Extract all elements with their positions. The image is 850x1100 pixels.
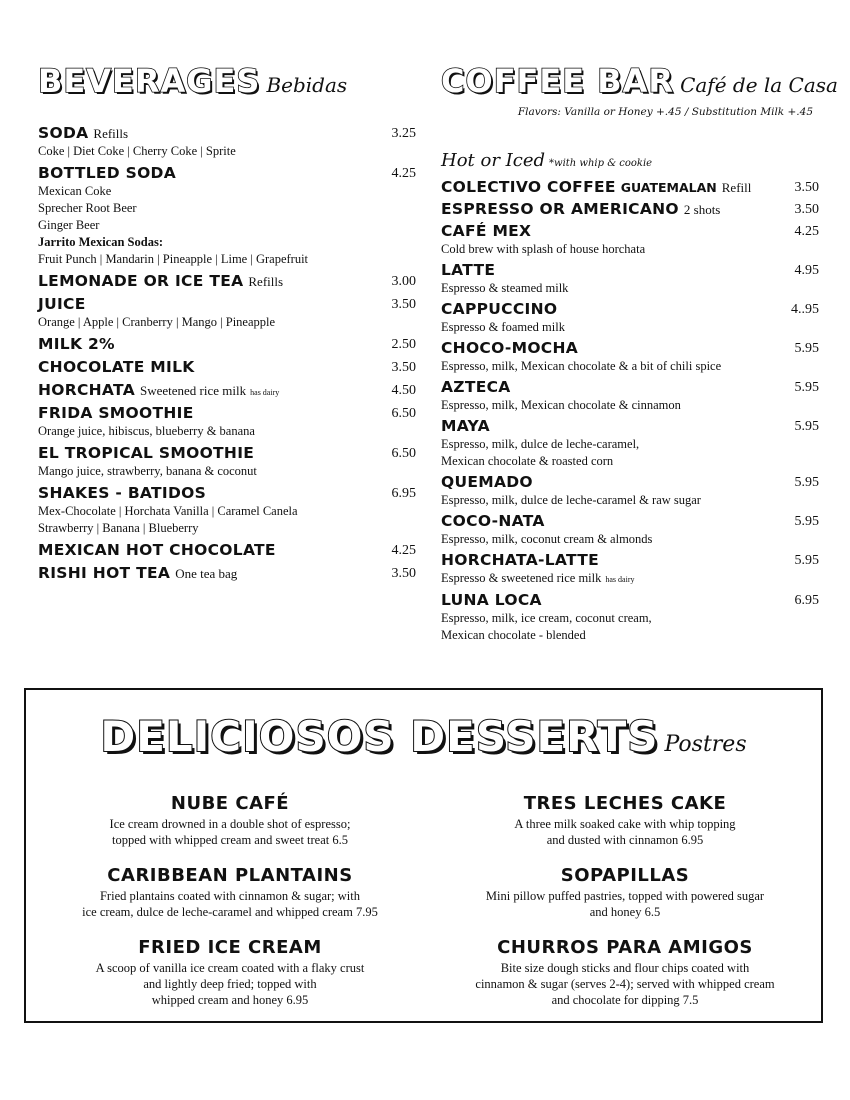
menu-item xyxy=(441,200,819,219)
item-price: 5.95 xyxy=(794,341,819,356)
coffee-subtitle: Café de la Casa xyxy=(680,73,838,97)
menu-item xyxy=(38,164,416,268)
coffee-list xyxy=(441,178,819,647)
item-name: MILK 2% xyxy=(38,335,115,353)
item-desc: Coke | Diet Coke | Cherry Coke | Sprite xyxy=(38,144,236,158)
item-name: COCO-NATA xyxy=(441,512,545,530)
item-name: QUEMADO xyxy=(441,473,533,491)
dessert-desc: topped with whipped cream and sweet treat 6.5 xyxy=(111,833,349,847)
item-desc: Mexican Coke xyxy=(38,184,112,198)
item-price: 4..95 xyxy=(791,302,819,317)
dessert-desc: and dusted with cinnamon 6.95 xyxy=(546,833,704,847)
item-price: 3.50 xyxy=(794,202,819,217)
item-price: 6.95 xyxy=(794,593,819,608)
menu-item xyxy=(441,417,819,470)
item-price: 5.95 xyxy=(794,514,819,529)
item-desc: Espresso, milk, Mexican chocolate & a bit of chili spice xyxy=(441,359,722,373)
dessert-desc: Bite size dough sticks and flour chips coated with xyxy=(500,961,750,975)
item-price: 4.25 xyxy=(391,543,416,558)
item-price: 4.95 xyxy=(794,263,819,278)
item-name: COLECTIVO COFFEE xyxy=(441,178,616,196)
item-desc: Mexican chocolate - blended xyxy=(441,628,586,642)
dessert-desc: and honey 6.5 xyxy=(589,905,661,919)
item-name: CHOCOLATE MILK xyxy=(38,358,195,376)
item-name: MEXICAN HOT CHOCOLATE xyxy=(38,541,276,559)
item-desc: Espresso, milk, coconut cream & almonds xyxy=(441,532,653,546)
dairy-note: has dairy xyxy=(605,575,635,584)
item-name: SHAKES - BATIDOS xyxy=(38,484,207,502)
item-price: 5.95 xyxy=(794,380,819,395)
item-name: CHOCO-MOCHA xyxy=(441,339,579,357)
item-name: LUNA LOCA xyxy=(441,591,542,609)
beverages-title: BEVERAGES xyxy=(38,62,261,100)
item-name: MAYA xyxy=(441,417,490,435)
item-price: 5.95 xyxy=(794,553,819,568)
item-price: 6.95 xyxy=(391,486,416,501)
menu-item xyxy=(38,358,416,377)
hot-iced-note: *with whip & cookie xyxy=(549,158,653,169)
menu-item xyxy=(38,381,416,400)
dessert-name: SOPAPILLAS xyxy=(560,865,690,886)
menu-item xyxy=(441,512,819,548)
item-price: 3.50 xyxy=(794,180,819,195)
item-note: 2 shots xyxy=(683,202,721,217)
item-desc: Espresso, milk, ice cream, coconut cream, xyxy=(441,611,652,625)
coffee-heading xyxy=(441,62,838,100)
menu-item xyxy=(441,222,819,258)
item-name: BOTTLED SODA xyxy=(38,164,177,182)
item-price: 6.50 xyxy=(391,406,416,421)
item-name: CAFÉ MEX xyxy=(441,222,532,240)
item-price: 4.25 xyxy=(391,166,416,181)
item-name: HORCHATA-LATTE xyxy=(441,551,599,569)
dessert-desc: ice cream, dulce de leche-caramel and whipped cream 7.95 xyxy=(82,905,378,919)
item-name: HORCHATA xyxy=(38,381,135,399)
menu-item xyxy=(38,564,416,583)
item-desc: Orange | Apple | Cranberry | Mango | Pineapple xyxy=(38,315,276,329)
item-name: RISHI HOT TEA xyxy=(38,564,171,582)
dessert-desc: Fried plantains coated with cinnamon & sugar; with xyxy=(99,889,361,903)
item-price: 5.95 xyxy=(794,419,819,434)
desserts-left-column xyxy=(46,792,414,1024)
item-name: ESPRESSO OR AMERICANO xyxy=(441,200,679,218)
menu-item xyxy=(441,178,819,197)
item-subname: GUATEMALAN xyxy=(620,180,717,195)
item-price: 3.50 xyxy=(391,360,416,375)
item-price: 5.95 xyxy=(794,475,819,490)
item-desc: Mex-Chocolate | Horchata Vanilla | Caramel Canela xyxy=(38,504,298,518)
menu-item xyxy=(38,444,416,480)
menu-item xyxy=(38,541,416,560)
item-note: Sweetened rice milk xyxy=(140,383,247,398)
dessert-name: CHURROS PARA AMIGOS xyxy=(497,937,753,958)
dessert-item xyxy=(46,792,414,848)
item-desc: Espresso & steamed milk xyxy=(441,281,569,295)
beverages-heading xyxy=(38,62,347,100)
item-price: 3.00 xyxy=(391,274,416,289)
item-desc: Orange juice, hibiscus, blueberry & banana xyxy=(38,424,255,438)
dessert-name: NUBE CAFÉ xyxy=(170,793,290,814)
item-note: Refill xyxy=(721,180,752,195)
item-desc: Ginger Beer xyxy=(38,218,100,232)
dessert-desc: and lightly deep fried; topped with xyxy=(143,977,317,991)
item-price: 4.25 xyxy=(794,224,819,239)
dairy-note: has dairy xyxy=(250,388,280,397)
menu-item xyxy=(441,473,819,509)
item-desc: Mexican chocolate & roasted corn xyxy=(441,454,614,468)
item-price: 2.50 xyxy=(391,337,416,352)
item-note: Refills xyxy=(248,274,284,289)
dessert-desc: A three milk soaked cake with whip topping xyxy=(514,817,736,831)
dessert-desc: whipped cream and honey 6.95 xyxy=(151,993,309,1007)
flavors-note: Flavors: Vanilla or Honey +.45 / Substitution Milk +.45 xyxy=(517,106,813,118)
beverages-list xyxy=(38,124,416,587)
desserts-right-column xyxy=(436,792,814,1024)
hot-iced-label: Hot or Iced xyxy=(441,150,546,171)
menu-item xyxy=(441,591,819,644)
dessert-name: CARIBBEAN PLANTAINS xyxy=(107,865,353,886)
item-name: AZTECA xyxy=(441,378,511,396)
item-name: JUICE xyxy=(38,295,86,313)
item-desc: Mango juice, strawberry, banana & coconut xyxy=(38,464,257,478)
menu-item xyxy=(38,404,416,440)
item-desc: Espresso, milk, dulce de leche-caramel, xyxy=(441,437,640,451)
item-name: LEMONADE OR ICE TEA xyxy=(38,272,244,290)
desserts-subtitle: Postres xyxy=(664,732,747,757)
item-desc: Fruit Punch | Mandarin | Pineapple | Lime | Grapefruit xyxy=(38,252,309,266)
menu-item xyxy=(441,261,819,297)
item-desc-heading: Jarrito Mexican Sodas: xyxy=(38,235,163,249)
item-name: EL TROPICAL SMOOTHIE xyxy=(38,444,255,462)
desserts-section xyxy=(24,688,823,1023)
item-name: CAPPUCCINO xyxy=(441,300,558,318)
menu-item xyxy=(38,272,416,291)
item-desc: Cold brew with splash of house horchata xyxy=(441,242,646,256)
dessert-desc: Mini pillow puffed pastries, topped with powered sugar xyxy=(485,889,765,903)
item-name: SODA xyxy=(38,124,89,142)
menu-item xyxy=(38,484,416,537)
dessert-item xyxy=(436,864,814,920)
dessert-item xyxy=(46,864,414,920)
item-desc: Espresso, milk, dulce de leche-caramel & raw sugar xyxy=(441,493,701,507)
dessert-name: TRES LECHES CAKE xyxy=(523,793,727,814)
dessert-item xyxy=(436,792,814,848)
desserts-title: DELICIOSOS DESSERTS xyxy=(100,712,659,761)
coffee-title: COFFEE BAR xyxy=(441,62,675,100)
menu-item xyxy=(441,339,819,375)
dessert-desc: Ice cream drowned in a double shot of espresso; xyxy=(109,817,351,831)
item-desc: Espresso & sweetened rice milk xyxy=(441,571,602,585)
menu-item xyxy=(441,551,819,588)
dessert-desc: cinnamon & sugar (serves 2-4); served with whipped cream xyxy=(475,977,775,991)
beverages-subtitle: Bebidas xyxy=(266,73,348,97)
item-price: 4.50 xyxy=(391,383,416,398)
dessert-desc: A scoop of vanilla ice cream coated with a flaky crust xyxy=(95,961,365,975)
dessert-item xyxy=(436,936,814,1008)
menu-item xyxy=(38,295,416,331)
dessert-item xyxy=(46,936,414,1008)
dessert-name: FRIED ICE CREAM xyxy=(138,937,322,958)
item-desc: Sprecher Root Beer xyxy=(38,201,137,215)
item-price: 3.50 xyxy=(391,566,416,581)
item-note: One tea bag xyxy=(175,566,238,581)
item-price: 3.25 xyxy=(391,126,416,141)
dessert-desc: and chocolate for dipping 7.5 xyxy=(551,993,699,1007)
hot-iced-heading xyxy=(441,150,652,171)
item-desc: Strawberry | Banana | Blueberry xyxy=(38,521,199,535)
item-name: FRIDA SMOOTHIE xyxy=(38,404,194,422)
menu-item xyxy=(38,124,416,160)
item-desc: Espresso & foamed milk xyxy=(441,320,565,334)
item-note: Refills xyxy=(93,126,129,141)
item-price: 3.50 xyxy=(391,297,416,312)
desserts-heading xyxy=(26,712,821,761)
menu-item xyxy=(441,300,819,336)
item-price: 6.50 xyxy=(391,446,416,461)
item-desc: Espresso, milk, Mexican chocolate & cinnamon xyxy=(441,398,681,412)
menu-item xyxy=(38,335,416,354)
menu-item xyxy=(441,378,819,414)
item-name: LATTE xyxy=(441,261,496,279)
